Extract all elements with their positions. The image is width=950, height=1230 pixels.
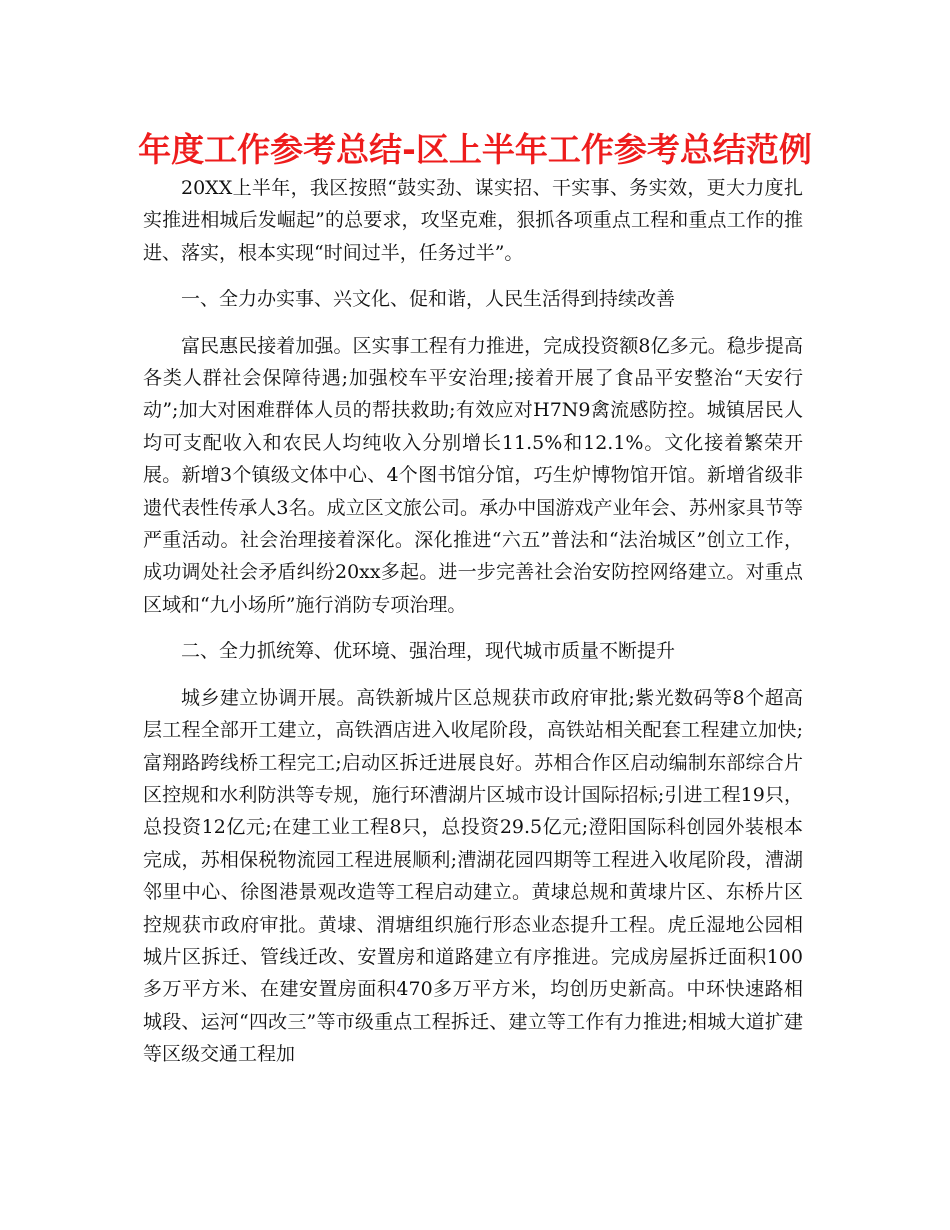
section-heading-2: 二、全力抓统筹、优环境、强治理，现代城市质量不断提升 <box>181 640 676 663</box>
paragraph-section-2: 城乡建立协调开展。高铁新城片区总规获市政府审批;紫光数码等8个超高层工程全部开工建立，高铁酒店进入收尾阶段，高铁站相关配套工程建立加快;富翔路跨线桥工程完工;启动区拆迁进展良好。苏相合作区启动编制东部综合片区控规和水利防洪等专规，施行环漕湖片区城市设计国际招标;引进工程19只，总投资12亿元;在建工业工程8只，总投资29.5亿元;澄阳国际科创园外装根本完成，苏相保税物流园工程进展顺利;漕湖花园四期等工程进入收尾阶段，漕湖邻里中心、徐图港景观改造等工程启动建立。黄埭总规和黄埭片区、东桥片区控规获市政府审批。黄埭、渭塘组织施行形态业态提升工程。虎丘湿地公园相城片区拆迁、管线迁改、安置房和道路建立有序推进。完成房屋拆迁面积100多万平方米、在建安置房面积470多万平方米，均创历史新高。中环快速路相城段、运河“四改三”等市级重点工程拆迁、建立等工作有力推进;相城大道扩建等区级交通工程加 <box>143 686 803 1066</box>
document-title: 年度工作参考总结-区上半年工作参考总结范例 <box>138 130 812 169</box>
document-body <box>143 172 803 1071</box>
section-heading-1: 一、全力办实事、兴文化、促和谐，人民生活得到持续改善 <box>181 288 676 311</box>
paragraph-intro: 20XX上半年，我区按照“鼓实劲、谋实招、干实事、务实效，更大力度扎实推进相城后发崛起”的总要求，攻坚克难，狠抓各项重点工程和重点工作的推进、落实，根本实现“时间过半，任务过半”。 <box>143 177 803 264</box>
paragraph-section-1: 富民惠民接着加强。区实事工程有力推进，完成投资额8亿多元。稳步提高各类人群社会保障待遇;加强校车平安治理;接着开展了食品平安整治“天安行动”;加大对困难群体人员的帮扶救助;有效应对H7N9禽流感防控。城镇居民人均可支配收入和农民人均纯收入分别增长11.5%和12.1%。文化接着繁荣开展。新增3个镇级文体中心、4个图书馆分馆，巧生炉博物馆开馆。新增省级非遗代表性传承人3名。成立区文旅公司。承办中国游戏产业年会、苏州家具节等严重活动。社会治理接着深化。深化推进“六五”普法和“法治城区”创立工作，成功调处社会矛盾纠纷20xx多起。进一步完善社会治安防控网络建立。对重点区域和“九小场所”施行消防专项治理。 <box>143 334 803 616</box>
